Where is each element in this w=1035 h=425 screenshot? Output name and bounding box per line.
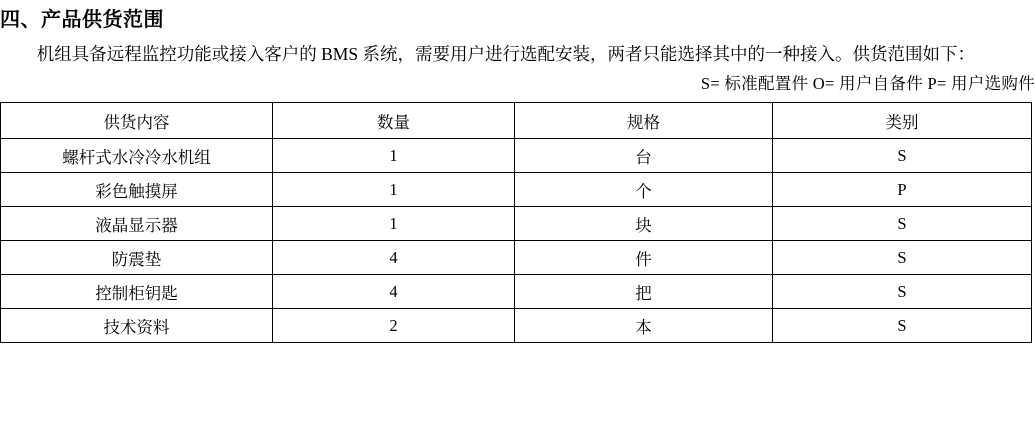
cell-content: 防震垫: [1, 241, 273, 275]
legend-line: S= 标准配置件 O= 用户自备件 P= 用户选购件: [700, 74, 1035, 94]
column-header-quantity: 数量: [273, 103, 515, 139]
cell-spec: 块: [515, 207, 773, 241]
table-row: [1, 241, 1032, 275]
column-header-category: 类别: [773, 103, 1032, 139]
cell-spec: 件: [515, 241, 773, 275]
cell-quantity: 1: [273, 173, 515, 207]
table-row: [1, 139, 1032, 173]
cell-quantity: 4: [273, 275, 515, 309]
table-row: [1, 173, 1032, 207]
cell-content: 控制柜钥匙: [1, 275, 273, 309]
document-page: [0, 6, 1035, 425]
cell-category: S: [773, 241, 1032, 275]
cell-category: P: [773, 173, 1032, 207]
cell-content: 螺杆式水冷冷水机组: [1, 139, 273, 173]
cell-quantity: 1: [273, 207, 515, 241]
supply-scope-table: [0, 102, 1032, 343]
cell-quantity: 4: [273, 241, 515, 275]
paragraph-text: 机组具备远程监控功能或接入客户的 BMS 系统，需要用户进行选配安装，两者只能选择其中的一种接入。供货范围如下：: [36, 44, 975, 64]
column-header-content: 供货内容: [1, 103, 273, 139]
body-paragraph: [0, 38, 1035, 70]
cell-quantity: 2: [273, 309, 515, 343]
cell-spec: 个: [515, 173, 773, 207]
cell-category: S: [773, 275, 1032, 309]
cell-category: S: [773, 207, 1032, 241]
cell-content: 技术资料: [1, 309, 273, 343]
table-row: [1, 309, 1032, 343]
cell-spec: 把: [515, 275, 773, 309]
column-header-spec: 规格: [515, 103, 773, 139]
cell-content: 彩色触摸屏: [1, 173, 273, 207]
cell-quantity: 1: [273, 139, 515, 173]
cell-category: S: [773, 139, 1032, 173]
cell-spec: 本: [515, 309, 773, 343]
cell-spec: 台: [515, 139, 773, 173]
cell-content: 液晶显示器: [1, 207, 273, 241]
table-row: [1, 275, 1032, 309]
section-heading: 四、产品供货范围: [0, 9, 164, 31]
cell-category: S: [773, 309, 1032, 343]
table-row: [1, 207, 1032, 241]
table-header-row: [1, 103, 1032, 139]
